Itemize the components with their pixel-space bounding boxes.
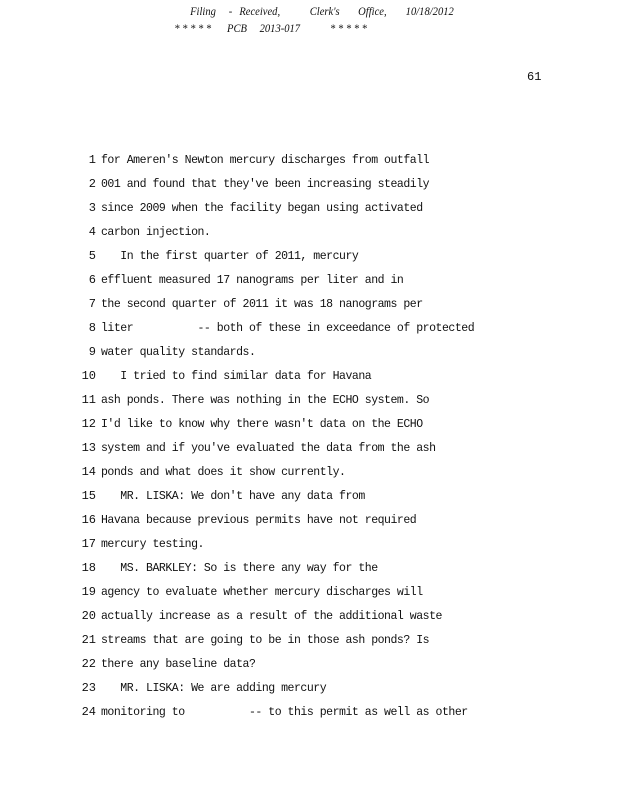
line-text: MR. LISKA: We are adding mercury — [101, 681, 327, 695]
line-number: 24 — [81, 705, 96, 719]
line-text: liter -- both of these in exceedance of protected — [101, 321, 475, 335]
transcript-line — [0, 273, 618, 289]
stamp-pcb: PCB — [227, 21, 247, 35]
line-number: 21 — [81, 633, 96, 647]
line-text: 001 and found that they've been increasing steadily — [101, 177, 430, 191]
line-text: system and if you've evaluated the data from the ash — [101, 441, 436, 455]
line-text: In the first quarter of 2011, mercury — [101, 249, 359, 263]
line-text: ash ponds. There was nothing in the ECHO system. So — [101, 393, 430, 407]
line-number: 5 — [88, 249, 96, 263]
transcript-line — [0, 561, 618, 577]
line-number: 9 — [88, 345, 96, 359]
stamp-case-number: 2013-017 — [259, 21, 301, 35]
line-text: streams that are going to be in those ash ponds? Is — [101, 633, 430, 647]
transcript-line — [0, 321, 618, 337]
stamp-filing: Filing — [190, 4, 216, 18]
transcript-line — [0, 201, 618, 217]
transcript-line — [0, 633, 618, 649]
line-number: 3 — [88, 201, 96, 215]
transcript-line — [0, 489, 618, 505]
transcript-line — [0, 537, 618, 553]
line-number: 15 — [81, 489, 96, 503]
line-number: 10 — [81, 369, 96, 383]
stamp-dash: - — [228, 4, 233, 18]
transcript-line — [0, 513, 618, 529]
line-number: 19 — [81, 585, 96, 599]
line-text: mercury testing. — [101, 537, 204, 551]
transcript-line — [0, 177, 618, 193]
page-number: 61 — [527, 70, 542, 84]
transcript-line — [0, 657, 618, 673]
line-text: I tried to find similar data for Havana — [101, 369, 372, 383]
transcript-line — [0, 393, 618, 409]
transcript-line — [0, 249, 618, 265]
stamp-stars-right: * * * * * — [330, 21, 367, 35]
line-number: 14 — [81, 465, 96, 479]
filing-stamp-line-1 — [0, 4, 544, 20]
line-number: 7 — [88, 297, 96, 311]
line-number: 1 — [88, 153, 96, 167]
line-number: 6 — [88, 273, 96, 287]
line-number: 13 — [81, 441, 96, 455]
line-text: agency to evaluate whether mercury discharges will — [101, 585, 423, 599]
line-text: I'd like to know why there wasn't data on the ECHO — [101, 417, 423, 431]
transcript-line — [0, 153, 618, 169]
line-number: 8 — [88, 321, 96, 335]
line-number: 4 — [88, 225, 96, 239]
line-number: 17 — [81, 537, 96, 551]
transcript-line — [0, 225, 618, 241]
line-text: effluent measured 17 nanograms per liter and in — [101, 273, 404, 287]
line-text: for Ameren's Newton mercury discharges from outfall — [101, 153, 430, 167]
stamp-date: 10/18/2012 — [405, 4, 454, 18]
line-number: 22 — [81, 657, 96, 671]
transcript-line — [0, 609, 618, 625]
line-number: 2 — [88, 177, 96, 191]
line-text: the second quarter of 2011 it was 18 nanograms per — [101, 297, 423, 311]
line-text: since 2009 when the facility began using activated — [101, 201, 423, 215]
transcript-line — [0, 345, 618, 361]
line-number: 23 — [81, 681, 96, 695]
transcript-line — [0, 465, 618, 481]
transcript-line — [0, 297, 618, 313]
transcript-line — [0, 585, 618, 601]
line-text: water quality standards. — [101, 345, 256, 359]
line-text: actually increase as a result of the additional waste — [101, 609, 442, 623]
line-text: monitoring to -- to this permit as well as other — [101, 705, 468, 719]
stamp-received: Received, — [239, 4, 281, 18]
line-text: MR. LISKA: We don't have any data from — [101, 489, 365, 503]
line-number: 12 — [81, 417, 96, 431]
transcript-line — [0, 705, 618, 721]
line-number: 11 — [81, 393, 96, 407]
transcript-line — [0, 417, 618, 433]
transcript-line — [0, 681, 618, 697]
line-text: there any baseline data? — [101, 657, 256, 671]
line-text: carbon injection. — [101, 225, 211, 239]
line-number: 20 — [81, 609, 96, 623]
transcript-line — [0, 369, 618, 385]
stamp-office: Office, — [358, 4, 387, 18]
line-number: 16 — [81, 513, 96, 527]
transcript-line — [0, 441, 618, 457]
filing-stamp-line-2 — [0, 21, 544, 37]
line-text: Havana because previous permits have not required — [101, 513, 417, 527]
line-number: 18 — [81, 561, 96, 575]
line-text: ponds and what does it show currently. — [101, 465, 346, 479]
line-text: MS. BARKLEY: So is there any way for the — [101, 561, 378, 575]
stamp-clerks: Clerk's — [309, 4, 340, 18]
stamp-stars-left: * * * * * — [174, 21, 212, 35]
